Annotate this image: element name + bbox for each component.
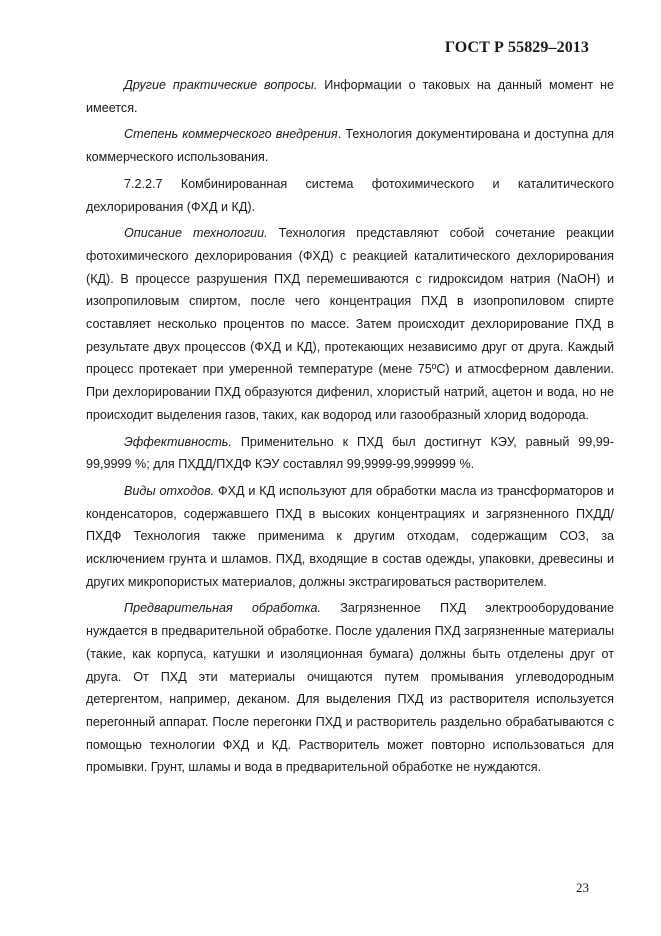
paragraph-text: ФХД и КД используют для обработки масла из трансформаторов и конденсаторов, содержавшего ПХД в высоких концентрациях и загрязненного ПХДД/ПХДФ Технология также применима к другим отходам, содержащим СОЗ, за исключением грунта и шламов. ПХД, входящие в состав одежды, упаковки, древесины и других микропористых материалов, должны экстрагироваться растворителем. <box>86 483 615 589</box>
document-header-standard-number: ГОСТ Р 55829–2013 <box>444 39 589 56</box>
paragraph-lead: Эффективность. <box>124 434 232 449</box>
paragraph-lead: Описание технологии. <box>124 226 268 241</box>
paragraph-commercial-status <box>86 123 614 168</box>
paragraph-lead: Предварительная обработка. <box>124 601 322 616</box>
paragraph-lead: Виды отходов. <box>124 483 215 498</box>
paragraph-technology-description <box>86 222 614 426</box>
paragraph-waste-types <box>86 480 614 594</box>
paragraph-pretreatment <box>86 597 614 779</box>
paragraph-efficiency <box>86 431 614 476</box>
paragraph-lead: Степень коммерческого внедрения <box>124 127 338 142</box>
page-number: 23 <box>576 880 589 895</box>
paragraph-text: Применительно к ПХД был достигнут КЭУ, равный 99,99-99,9999 %; для ПХДД/ПХДФ КЭУ составлял 99,9999-99,999999 %. <box>86 434 614 472</box>
section-heading-7-2-2-7 <box>86 173 614 218</box>
paragraph-text: . Технология документирована и доступна для коммерческого использования. <box>86 127 614 165</box>
paragraph-lead: Другие практические вопросы. <box>124 78 318 92</box>
section-heading-text: 7.2.2.7 Комбинированная система фотохимического и каталитического дехлорирования (ФХД и КД). <box>86 176 614 214</box>
paragraph-other-practical-issues <box>86 74 614 119</box>
paragraph-text: Загрязненное ПХД электрооборудование нуждается в предварительной обработке. После удаления ПХД загрязненные материалы (такие, как корпуса, катушки и изоляционная бумага) должны быть отделены друг от друга. От ПХД эти материалы очищаются путем промывания углеводородным детергентом, например, деканом. Для выделения ПХД из растворителя используется перегонный аппарат. После перегонки ПХД и растворитель раздельно обрабатываются с помощью технологии ФХД и КД. Растворитель может повторно использоваться для промывки. Грунт, шламы и вода в предварительной обработке не нуждаются. <box>86 601 614 775</box>
paragraph-text: Информации о таковых на данный момент не имеется. <box>86 78 614 115</box>
paragraph-text: Технология представляют собой сочетание реакции фотохимического дехлорирования (ФХД) с реакцией каталитического дехлорирования (КД). В процессе разрушения ПХД перемешиваются с гидроксидом натрия (NaOH) и изопропиловым спиртом, после чего концентрация ПХД в изопропиловом спирте составляет несколько процентов по массе. Затем происходит дехлорирование ПХД в результате двух процессов (ФХД и КД), протекающих независимо друг от друга. Каждый процесс протекает при умеренной температуре (мене 75ºC) и атмосферном давлении. При дехлорировании ПХД образуются дифенил, хлористый натрий, ацетон и вода, но не происходит выделения газов, таких, как водород или газообразный хлорид водорода. <box>86 226 614 422</box>
document-body <box>86 74 614 779</box>
